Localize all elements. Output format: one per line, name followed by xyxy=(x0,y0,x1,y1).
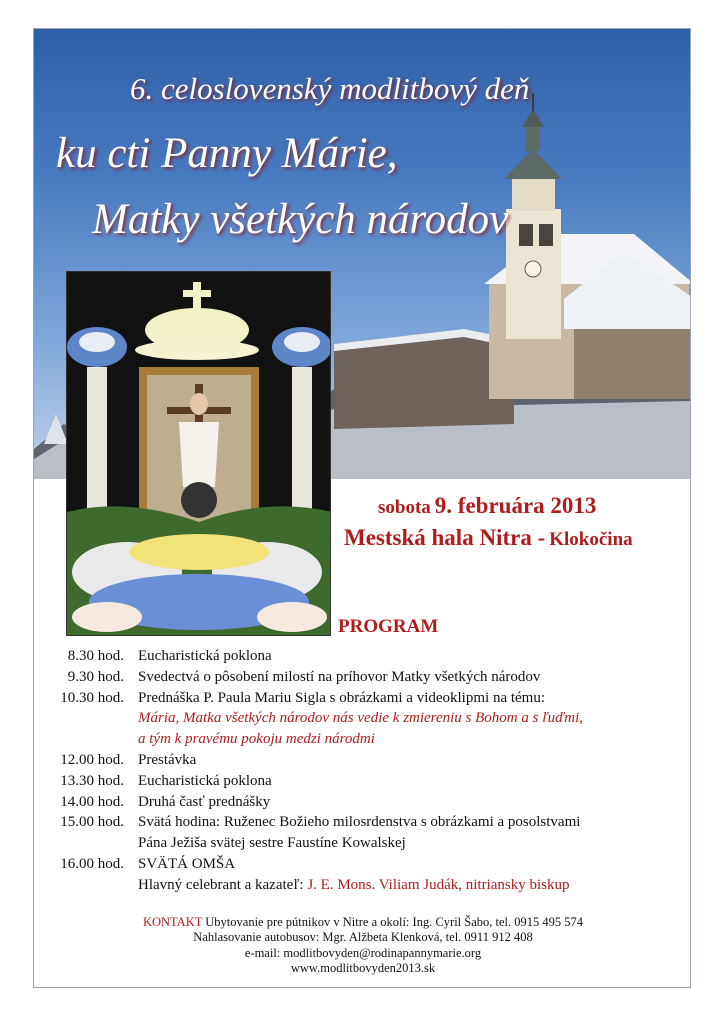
contact-buses: Nahlasovanie autobusov: Mgr. Alžbeta Klenková, tel. 0911 912 408 xyxy=(193,930,533,945)
program-item-celebrant xyxy=(34,875,691,896)
virgin-mary-altar-image xyxy=(67,272,331,636)
title-line-1: 6. celoslovenský modlitbový deň xyxy=(130,71,530,106)
contact-web: www.modlitbovyden2013.sk xyxy=(290,960,436,975)
venue-district: Klokočina xyxy=(549,529,633,550)
title-line-3: Matky všetkých národov xyxy=(92,196,509,243)
program-item: 15.00 hod. Svätá hodina: Ruženec Božieho milosrdenstva s obrázkami a posolstvami xyxy=(60,814,581,831)
celebrant-name: J. E. Mons. Viliam Judák, nitriansky biskup xyxy=(307,876,570,893)
title-line-2: ku cti Panny Márie, xyxy=(56,130,398,177)
program-item: 9.30 hod. Svedectvá o pôsobení milostí na príhovor Matky všetkých národov xyxy=(67,668,541,685)
venue-name: Mestská hala Nitra - xyxy=(344,525,546,550)
contact-label: KONTAKT xyxy=(142,915,203,929)
program-item: 13.30 hod. Eucharistická poklona xyxy=(60,772,272,789)
program-item: 12.00 hod. Prestávka xyxy=(60,751,197,768)
program-item-continuation: Pána Ježiša svätej sestre Faustíne Kowalskej xyxy=(138,835,406,852)
celebrant-label: Hlavný celebrant a kazateľ: xyxy=(138,876,304,893)
event-venue xyxy=(344,525,633,551)
program-item: 14.00 hod. Druhá časť prednášky xyxy=(60,793,271,810)
program-list xyxy=(34,646,691,896)
program-item: 16.00 hod. SVÄTÁ OMŠA xyxy=(60,855,236,872)
day-label: sobota xyxy=(378,497,431,518)
event-date xyxy=(378,493,596,519)
contact-block xyxy=(34,915,691,976)
program-item: 10.30 hod. Prednáška P. Paula Mariu Sigla s obrázkami a videoklipmi na tému: xyxy=(60,689,546,706)
program-item-subtitle: a tým k pravému pokoju medzi národmi xyxy=(138,731,375,748)
program-item: 8.30 hod. Eucharistická poklona xyxy=(67,648,272,664)
date-value: 9. februára 2013 xyxy=(434,493,597,518)
program-item-subtitle: Mária, Matka všetkých národov nás vedie k zmiereniu s Bohom a s ľuďmi, xyxy=(138,710,584,727)
altar-photo xyxy=(66,271,331,636)
contact-email: e-mail: modlitbovyden@rodinapannymarie.org xyxy=(244,945,482,960)
program-heading: PROGRAM xyxy=(338,616,439,637)
poster xyxy=(33,28,691,988)
contact-accommodation: Ubytovanie pre pútnikov v Nitre a okolí: Ing. Cyril Šabo, tel. 0915 495 574 xyxy=(205,915,584,929)
